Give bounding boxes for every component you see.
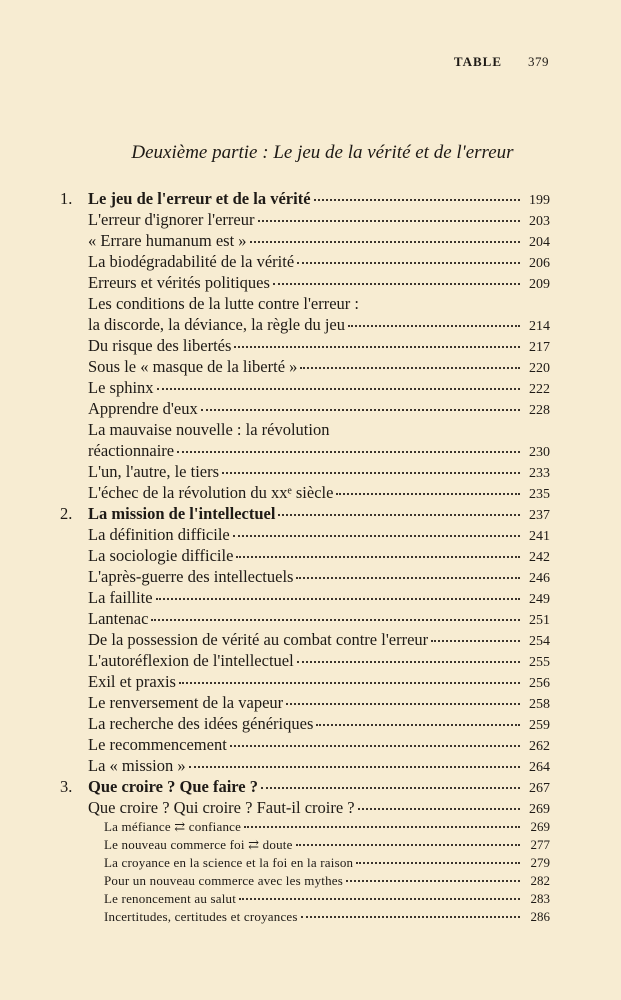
toc-entry-title: Incertitudes, certitudes et croyances: [104, 909, 298, 924]
toc-entry-title: Le jeu de l'erreur et de la vérité: [88, 189, 311, 208]
toc-section-row: [60, 294, 550, 315]
toc-subsection-row: [60, 819, 550, 837]
dot-leader: [250, 241, 520, 243]
dot-leader: [316, 724, 520, 726]
dot-leader: [431, 640, 520, 642]
toc-entry-title: L'un, l'autre, le tiers: [88, 462, 220, 481]
toc-section-row: [60, 588, 550, 609]
toc-subsection-row: [60, 891, 550, 909]
dot-leader: [234, 346, 520, 348]
toc-page-number: 235: [529, 487, 550, 502]
toc-section-row: [60, 210, 550, 231]
toc-section-row: [60, 525, 550, 546]
table-of-contents: [60, 189, 550, 927]
toc-entry-title: Le renversement de la vapeur: [88, 693, 284, 712]
toc-section-row: [60, 693, 550, 714]
dot-leader: [230, 745, 520, 747]
toc-entry-title: réactionnaire: [88, 441, 175, 460]
dot-leader: [239, 898, 520, 900]
toc-entry-title: Sous le « masque de la liberté »: [88, 357, 298, 376]
toc-page-number: 214: [529, 319, 550, 334]
toc-page-number: 206: [529, 256, 550, 271]
toc-page-number: 199: [529, 193, 550, 208]
toc-subsection-row: [60, 855, 550, 873]
toc-entry-title: La « mission »: [88, 756, 186, 775]
toc-section-row: [60, 273, 550, 294]
dot-leader: [244, 826, 520, 828]
header-label: TABLE: [453, 54, 502, 69]
dot-leader: [348, 325, 520, 327]
toc-entry-title: Lantenac: [88, 609, 149, 628]
toc-entry-title: La méfiance ⇄ confiance: [104, 819, 242, 834]
toc-section-row: [60, 672, 550, 693]
toc-entry-title: L'échec de la révolution du xxᵉ siècle: [88, 483, 334, 502]
toc-chapter-number: 2.: [60, 504, 73, 523]
dot-leader: [189, 766, 520, 768]
toc-page-number: 267: [529, 781, 550, 796]
dot-leader: [177, 451, 520, 453]
dot-leader: [179, 682, 520, 684]
toc-entry-title: De la possession de vérité au combat contre l'erreur: [88, 630, 429, 649]
toc-page-number: 279: [530, 855, 550, 870]
toc-section-row: [60, 714, 550, 735]
toc-page-number: 222: [529, 382, 550, 397]
toc-entry-title: Le sphinx: [88, 378, 154, 397]
toc-section-row: [60, 546, 550, 567]
toc-page-number: 220: [529, 361, 550, 376]
dot-leader: [151, 619, 520, 621]
toc-entry-title: Du risque des libertés: [88, 336, 232, 355]
toc-entry-title: La croyance en la science et la foi en la raison: [104, 855, 354, 870]
toc-page-number: 233: [529, 466, 550, 481]
dot-leader: [297, 262, 520, 264]
toc-page-number: 256: [529, 676, 550, 691]
dot-leader: [296, 577, 520, 579]
toc-page-number: 264: [529, 760, 550, 775]
toc-section-row: [60, 336, 550, 357]
dot-leader: [157, 388, 520, 390]
dot-leader: [278, 514, 520, 516]
toc-entry-title: Apprendre d'eux: [88, 399, 198, 418]
dot-leader: [222, 472, 520, 474]
toc-page-number: 203: [529, 214, 550, 229]
toc-section-row: [60, 630, 550, 651]
toc-page-number: 282: [530, 873, 550, 888]
toc-section-row: [60, 798, 550, 819]
toc-page-number: 259: [529, 718, 550, 733]
toc-page-number: 277: [530, 837, 550, 852]
toc-entry-title: Les conditions de la lutte contre l'erreur :: [88, 294, 360, 313]
toc-subsection-row: [60, 873, 550, 891]
toc-entry-title: Pour un nouveau commerce avec les mythes: [104, 873, 344, 888]
toc-entry-title: La mauvaise nouvelle : la révolution: [88, 420, 330, 439]
toc-page-number: 204: [529, 235, 550, 250]
toc-entry-title: Exil et praxis: [88, 672, 176, 691]
dot-leader: [301, 916, 520, 918]
dot-leader: [201, 409, 520, 411]
toc-entry-title: Que croire ? Qui croire ? Faut-il croire ?: [88, 798, 355, 817]
toc-page-number: 269: [530, 819, 550, 834]
toc-page-number: 241: [529, 529, 550, 544]
toc-page-number: 249: [529, 592, 550, 607]
toc-chapter-number: 1.: [60, 189, 73, 208]
toc-entry-title: Que croire ? Que faire ?: [88, 777, 259, 796]
toc-page-number: 242: [529, 550, 550, 565]
dot-leader: [314, 199, 520, 201]
toc-page-number: 228: [529, 403, 550, 418]
dot-leader: [233, 535, 520, 537]
toc-section-row: [60, 609, 550, 630]
toc-entry-title: « Errare humanum est »: [88, 231, 247, 250]
toc-section-row: [60, 399, 550, 420]
dot-leader: [258, 220, 521, 222]
toc-chapter-row: [60, 504, 550, 525]
dot-leader: [273, 283, 520, 285]
toc-entry-title: La faillite: [88, 588, 153, 607]
toc-entry-title: La recherche des idées génériques: [88, 714, 314, 733]
running-header: [454, 54, 549, 70]
toc-entry-title: Le nouveau commerce foi ⇄ doute: [104, 837, 293, 852]
header-page-number: 379: [528, 54, 549, 69]
dot-leader: [296, 844, 520, 846]
toc-section-row: [60, 252, 550, 273]
toc-entry-title: La définition difficile: [88, 525, 230, 544]
toc-section-row: [60, 315, 550, 336]
toc-page-number: 217: [529, 340, 550, 355]
toc-page-number: 258: [529, 697, 550, 712]
dot-leader: [236, 556, 520, 558]
dot-leader: [156, 598, 520, 600]
toc-entry-title: la discorde, la déviance, la règle du jeu: [88, 315, 346, 334]
toc-page-number: 246: [529, 571, 550, 586]
toc-chapter-row: [60, 777, 550, 798]
toc-page-number: 254: [529, 634, 550, 649]
dot-leader: [297, 661, 520, 663]
toc-chapter-row: [60, 189, 550, 210]
part-title: Deuxième partie : Le jeu de la vérité et de l'erreur: [131, 142, 514, 163]
toc-entry-title: Le renoncement au salut: [104, 891, 237, 906]
toc-page-number: 269: [529, 802, 550, 817]
toc-section-row: [60, 756, 550, 777]
toc-section-row: [60, 462, 550, 483]
toc-entry-title: Erreurs et vérités politiques: [88, 273, 270, 292]
toc-section-row: [60, 483, 550, 504]
toc-section-row: [60, 357, 550, 378]
toc-chapter-number: 3.: [60, 777, 73, 796]
toc-page-number: 255: [529, 655, 550, 670]
toc-section-row: [60, 378, 550, 399]
dot-leader: [261, 787, 520, 789]
toc-page-number: 283: [530, 891, 550, 906]
toc-entry-title: La biodégradabilité de la vérité: [88, 252, 295, 271]
dot-leader: [336, 493, 520, 495]
toc-section-row: [60, 420, 550, 441]
dot-leader: [300, 367, 520, 369]
toc-page-number: 209: [529, 277, 550, 292]
dot-leader: [358, 808, 520, 810]
toc-entry-title: La mission de l'intellectuel: [88, 504, 276, 523]
dot-leader: [346, 880, 520, 882]
dot-leader: [286, 703, 520, 705]
toc-entry-title: Le recommencement: [88, 735, 227, 754]
toc-section-row: [60, 231, 550, 252]
toc-section-row: [60, 735, 550, 756]
toc-subsection-row: [60, 837, 550, 855]
toc-section-row: [60, 651, 550, 672]
toc-page-number: 262: [529, 739, 550, 754]
toc-page-number: 251: [529, 613, 550, 628]
toc-entry-title: L'après-guerre des intellectuels: [88, 567, 294, 586]
toc-section-row: [60, 567, 550, 588]
toc-page-number: 286: [530, 909, 550, 924]
toc-page-number: 230: [529, 445, 550, 460]
dot-leader: [356, 862, 520, 864]
toc-section-row: [60, 441, 550, 462]
toc-entry-title: L'erreur d'ignorer l'erreur: [88, 210, 255, 229]
toc-subsection-row: [60, 909, 550, 927]
toc-entry-title: La sociologie difficile: [88, 546, 234, 565]
toc-page-number: 237: [529, 508, 550, 523]
toc-entry-title: L'autoréflexion de l'intellectuel: [88, 651, 294, 670]
